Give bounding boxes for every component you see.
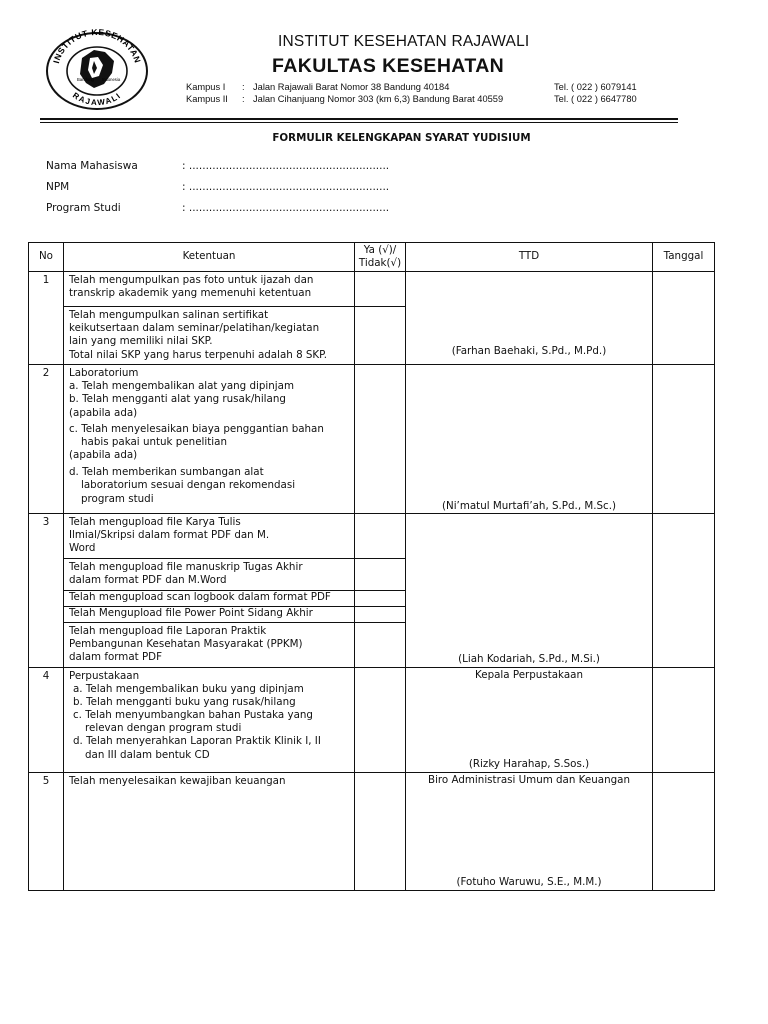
requirement-text: Telah mengupload file manuskrip Tugas Akhir — [69, 561, 303, 573]
requirement-text: Telah mengupload file Karya Tulis — [69, 516, 241, 528]
header-check-line: Tidak(√) — [358, 257, 402, 269]
requirement-cell — [64, 607, 355, 623]
signature-cell[interactable] — [406, 514, 653, 668]
requirement-text: Telah Mengupload file Power Point Sidang Akhir — [69, 607, 313, 619]
signature-cell[interactable] — [406, 772, 653, 890]
requirement-text: Total nilai SKP yang harus terpenuhi adalah 8 SKP. — [69, 348, 328, 361]
institute-name: INSTITUT KESEHATAN RAJAWALI — [278, 33, 530, 50]
date-cell[interactable] — [653, 772, 715, 890]
requirement-text: Telah menyelesaikan kewajiban keuangan — [69, 774, 286, 787]
requirement-text: Ilmial/Skripsi dalam format PDF dan M. — [69, 529, 270, 542]
requirement-cell — [64, 667, 355, 772]
requirement-cell — [64, 623, 355, 668]
requirement-item: c. Telah menyelesaikan biaya penggantian bahan — [69, 422, 324, 435]
signature-cell[interactable] — [406, 365, 653, 514]
field-blank: : ............................................................ — [182, 202, 390, 214]
faculty-name: FAKULTAS KESEHATAN — [272, 55, 505, 77]
requirement-text: Word — [69, 542, 96, 555]
requirement-cell — [64, 272, 355, 307]
requirement-cell — [64, 772, 355, 890]
requirement-text: Telah mengumpulkan salinan sertifikat — [69, 309, 269, 321]
header-ketentuan: Ketentuan — [64, 243, 355, 272]
requirement-text: keikutsertaan dalam seminar/pelatihan/kegiatan — [69, 322, 320, 335]
campus-colon: : — [242, 94, 245, 104]
signatory-name: (Rizky Harahap, S.Sos.) — [468, 758, 590, 771]
signature-cell[interactable] — [406, 667, 653, 772]
table-row — [29, 772, 715, 890]
field-label: NPM — [46, 181, 70, 193]
requirement-item: c. Telah menyumbangkan bahan Pustaka yang — [73, 709, 313, 722]
signatory-role: Kepala Perpustakaan — [475, 668, 583, 681]
date-cell[interactable] — [653, 667, 715, 772]
requirement-item: a. Telah mengembalikan buku yang dipinjam — [73, 682, 304, 695]
requirement-text: Telah mengumpulkan pas foto untuk ijazah dan — [69, 274, 314, 286]
requirement-item: habis pakai untuk penelitian — [81, 435, 227, 448]
header-tanggal: Tanggal — [653, 243, 715, 272]
date-cell[interactable] — [653, 272, 715, 365]
logo-right-text: Indonesia — [102, 77, 121, 82]
requirement-note: (apabila ada) — [69, 406, 138, 419]
field-label: Nama Mahasiswa — [46, 160, 138, 172]
requirement-cell — [64, 591, 355, 607]
campus-address: Jalan Rajawali Barat Nomor 38 Bandung 40184 — [253, 82, 450, 92]
requirement-item: laboratorium sesuai dengan rekomendasi — [81, 479, 296, 492]
requirement-item: relevan dengan program studi — [85, 722, 242, 735]
campus-address: Jalan Cihanjuang Nomor 303 (km 6,3) Bandung Barat 40559 — [253, 94, 504, 104]
check-cell[interactable] — [355, 365, 406, 514]
row-number: 1 — [29, 272, 64, 365]
requirement-item: b. Telah mengganti alat yang rusak/hilang — [69, 393, 286, 406]
requirement-text: dalam format PDF — [69, 651, 163, 664]
letterhead-rule-thin — [40, 122, 678, 123]
requirement-text: lain yang memiliki nilai SKP. — [69, 335, 213, 348]
check-cell[interactable] — [355, 772, 406, 890]
campus-phone: Tel. ( 022 ) 6079141 — [554, 82, 637, 92]
row-number: 2 — [29, 365, 64, 514]
date-cell[interactable] — [653, 514, 715, 668]
check-cell[interactable] — [355, 667, 406, 772]
requirement-text: Telah mengupload scan logbook dalam format PDF — [69, 591, 331, 603]
row-number: 3 — [29, 514, 64, 668]
signatory-name: (Farhan Baehaki, S.Pd., M.Pd.) — [451, 344, 607, 357]
signatory-name: (Fotuho Waruwu, S.E., M.M.) — [456, 876, 602, 889]
field-blank: : ............................................................ — [182, 181, 390, 193]
requirement-cell — [64, 307, 355, 365]
letterhead-rule-thick — [40, 118, 678, 120]
requirement-text: dalam format PDF dan M.Word — [69, 574, 227, 587]
signature-cell[interactable] — [406, 272, 653, 365]
campus-label: Kampus I — [186, 82, 226, 92]
signatory-name: (Liah Kodariah, S.Pd., M.Si.) — [458, 653, 600, 666]
requirement-text: Telah mengupload file Laporan Praktik — [69, 625, 267, 637]
requirement-item: b. Telah mengganti buku yang rusak/hilang — [73, 695, 296, 708]
requirement-cell — [64, 559, 355, 591]
requirement-item: d. Telah menyerahkan Laporan Praktik Klinik I, II — [73, 735, 321, 748]
requirement-text: transkrip akademik yang memenuhi ketentuan — [69, 287, 312, 300]
table-row — [29, 667, 715, 772]
campus-colon: : — [242, 82, 245, 92]
requirement-note: (apabila ada) — [69, 449, 138, 462]
field-blank: : ............................................................ — [182, 160, 390, 172]
check-cell[interactable] — [355, 272, 406, 307]
requirement-item: a. Telah mengembalikan alat yang dipinjam — [69, 380, 295, 393]
logo-bottom-text: RAJAWALI — [70, 90, 124, 108]
requirement-item: d. Telah memberikan sumbangan alat — [69, 466, 264, 479]
campus-label: Kampus II — [186, 94, 228, 104]
table-row — [29, 365, 715, 514]
requirement-heading: Laboratorium — [69, 367, 139, 379]
institute-logo — [42, 28, 152, 110]
field-label: Program Studi — [46, 202, 121, 214]
header-no: No — [29, 243, 64, 272]
row-number: 4 — [29, 667, 64, 772]
signatory-role: Biro Administrasi Umum dan Keuangan — [428, 773, 630, 786]
header-ttd: TTD — [406, 243, 653, 272]
logo-ring-text: INSTITUT KESEHATAN — [51, 28, 143, 65]
requirement-cell — [64, 514, 355, 559]
table-header-row — [29, 243, 715, 272]
check-cell[interactable] — [355, 514, 406, 559]
header-check-line: Ya (√)/ — [363, 243, 397, 256]
requirement-item: dan III dalam bentuk CD — [85, 748, 210, 761]
form-title: FORMULIR KELENGKAPAN SYARAT YUDISIUM — [272, 132, 531, 144]
requirement-cell — [64, 365, 355, 514]
requirement-heading: Perpustakaan — [69, 669, 140, 682]
header-check — [355, 243, 406, 272]
svg-text:RAJAWALI — [71, 91, 123, 108]
signatory-name: (Ni’matul Murtafi’ah, S.Pd., M.Sc.) — [441, 499, 617, 512]
campus-phone: Tel. ( 022 ) 6647780 — [554, 94, 637, 104]
check-cell[interactable] — [355, 307, 406, 365]
check-cell[interactable] — [355, 591, 406, 607]
row-number: 5 — [29, 772, 64, 890]
requirement-text: Pembangunan Kesehatan Masyarakat (PPKM) — [69, 638, 303, 651]
logo-left-text: Bandung — [77, 77, 94, 82]
check-cell[interactable] — [355, 559, 406, 591]
check-cell[interactable] — [355, 607, 406, 623]
requirement-item: program studi — [81, 492, 154, 505]
requirements-table — [28, 242, 715, 891]
table-row — [29, 272, 715, 307]
table-row — [29, 514, 715, 559]
date-cell[interactable] — [653, 365, 715, 514]
check-cell[interactable] — [355, 623, 406, 668]
